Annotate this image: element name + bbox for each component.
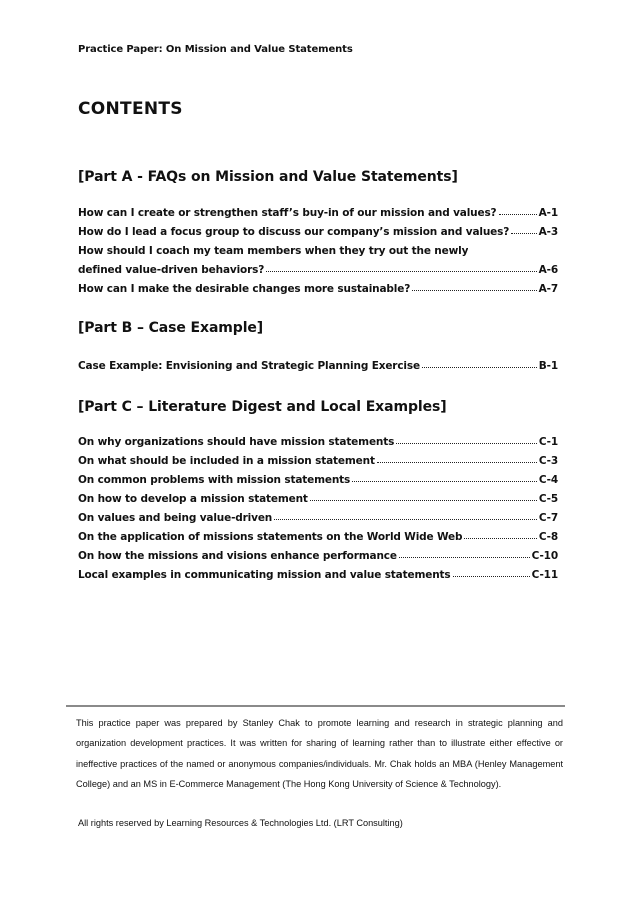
toc-entry[interactable] — [78, 474, 558, 493]
toc-entry[interactable] — [78, 360, 558, 379]
toc-entry[interactable] — [78, 569, 558, 588]
toc-entry[interactable] — [78, 207, 558, 226]
toc-entry-page: B-1 — [538, 360, 558, 372]
toc-entry-text: How can I create or strengthen staff’s buy-in of our mission and values? — [78, 207, 497, 219]
part-b-heading: [Part B – Case Example] — [78, 320, 264, 336]
toc-entry-page: A-7 — [538, 283, 558, 295]
toc-entry-page: A-6 — [538, 264, 558, 276]
running-header: Practice Paper: On Mission and Value Statements — [78, 44, 353, 55]
toc-entry[interactable] — [78, 283, 558, 302]
toc-entry[interactable] — [78, 493, 558, 512]
toc-entry-page: C-7 — [538, 512, 558, 524]
toc-leader-dots — [352, 480, 537, 482]
toc-entry[interactable] — [78, 226, 558, 245]
toc-entry[interactable] — [78, 455, 558, 474]
toc-entry-text: defined value-driven behaviors? — [78, 264, 265, 276]
toc-leader-dots — [422, 366, 537, 368]
toc-leader-dots — [396, 442, 537, 444]
toc-entry-page: C-3 — [538, 455, 558, 467]
toc-entry-text: Local examples in communicating mission and value statements — [78, 569, 451, 581]
toc-entry[interactable] — [78, 531, 558, 550]
toc-entry-page: C-1 — [538, 436, 558, 448]
toc-entry-text: On common problems with mission statements — [78, 474, 351, 486]
toc-entry-page: C-5 — [538, 493, 558, 505]
toc-leader-dots — [499, 213, 537, 215]
toc-entry-text: On values and being value-driven — [78, 512, 273, 524]
toc-leader-dots — [511, 232, 536, 234]
toc-entry[interactable] — [78, 264, 558, 283]
toc-leader-dots — [266, 270, 536, 272]
part-a-heading: [Part A - FAQs on Mission and Value Statements] — [78, 169, 458, 185]
toc-entry-page: C-8 — [538, 531, 558, 543]
toc-entry-page: A-3 — [538, 226, 558, 238]
toc-leader-dots — [399, 556, 530, 558]
toc-entry-text: On why organizations should have mission statements — [78, 436, 395, 448]
toc-leader-dots — [464, 537, 536, 539]
toc-entry-text: How should I coach my team members when they try out the newly — [78, 245, 469, 257]
toc-entry-page: A-1 — [538, 207, 558, 219]
toc-entry-text: How can I make the desirable changes more sustainable? — [78, 283, 411, 295]
toc-leader-dots — [412, 289, 537, 291]
toc-entry-page: C-4 — [538, 474, 558, 486]
toc-leader-dots — [377, 461, 537, 463]
toc-entry-text: On what should be included in a mission statement — [78, 455, 375, 467]
toc-entry-text: On how the missions and visions enhance performance — [78, 550, 397, 562]
page-title: CONTENTS — [78, 99, 183, 119]
toc-entry-text: How do I lead a focus group to discuss our company’s mission and values? — [78, 226, 510, 238]
toc-entry-page: C-10 — [531, 550, 558, 562]
footer-note: This practice paper was prepared by Stanley Chak to promote learning and research in strategic planning and organization development practices. It was written for sharing of learning rather than to illustrate either effective or ineffective practices of the named or anonymous companies/individuals. Mr. Chak holds an MBA (Henley Management College) and an MS in E-Commerce Management (The Hong Kong University of Science & Technology). — [76, 718, 563, 789]
toc-entry[interactable] — [78, 436, 558, 455]
toc-entry-page: C-11 — [531, 569, 558, 581]
part-c-heading: [Part C – Literature Digest and Local Examples] — [78, 399, 447, 415]
part-a-toc — [78, 207, 558, 302]
toc-entry[interactable] — [78, 550, 558, 569]
toc-leader-dots — [453, 575, 530, 577]
toc-leader-dots — [310, 499, 537, 501]
toc-leader-dots — [274, 518, 537, 520]
footer-divider — [66, 705, 565, 707]
toc-entry-text: On the application of missions statements on the World Wide Web — [78, 531, 463, 543]
toc-entry[interactable] — [78, 512, 558, 531]
part-b-toc — [78, 360, 558, 379]
part-c-toc — [78, 436, 558, 588]
copyright-notice: All rights reserved by Learning Resources & Technologies Ltd. (LRT Consulting) — [78, 818, 403, 828]
toc-entry-text: On how to develop a mission statement — [78, 493, 308, 505]
toc-entry-text: Case Example: Envisioning and Strategic Planning Exercise — [78, 360, 420, 372]
toc-entry[interactable] — [78, 245, 558, 264]
